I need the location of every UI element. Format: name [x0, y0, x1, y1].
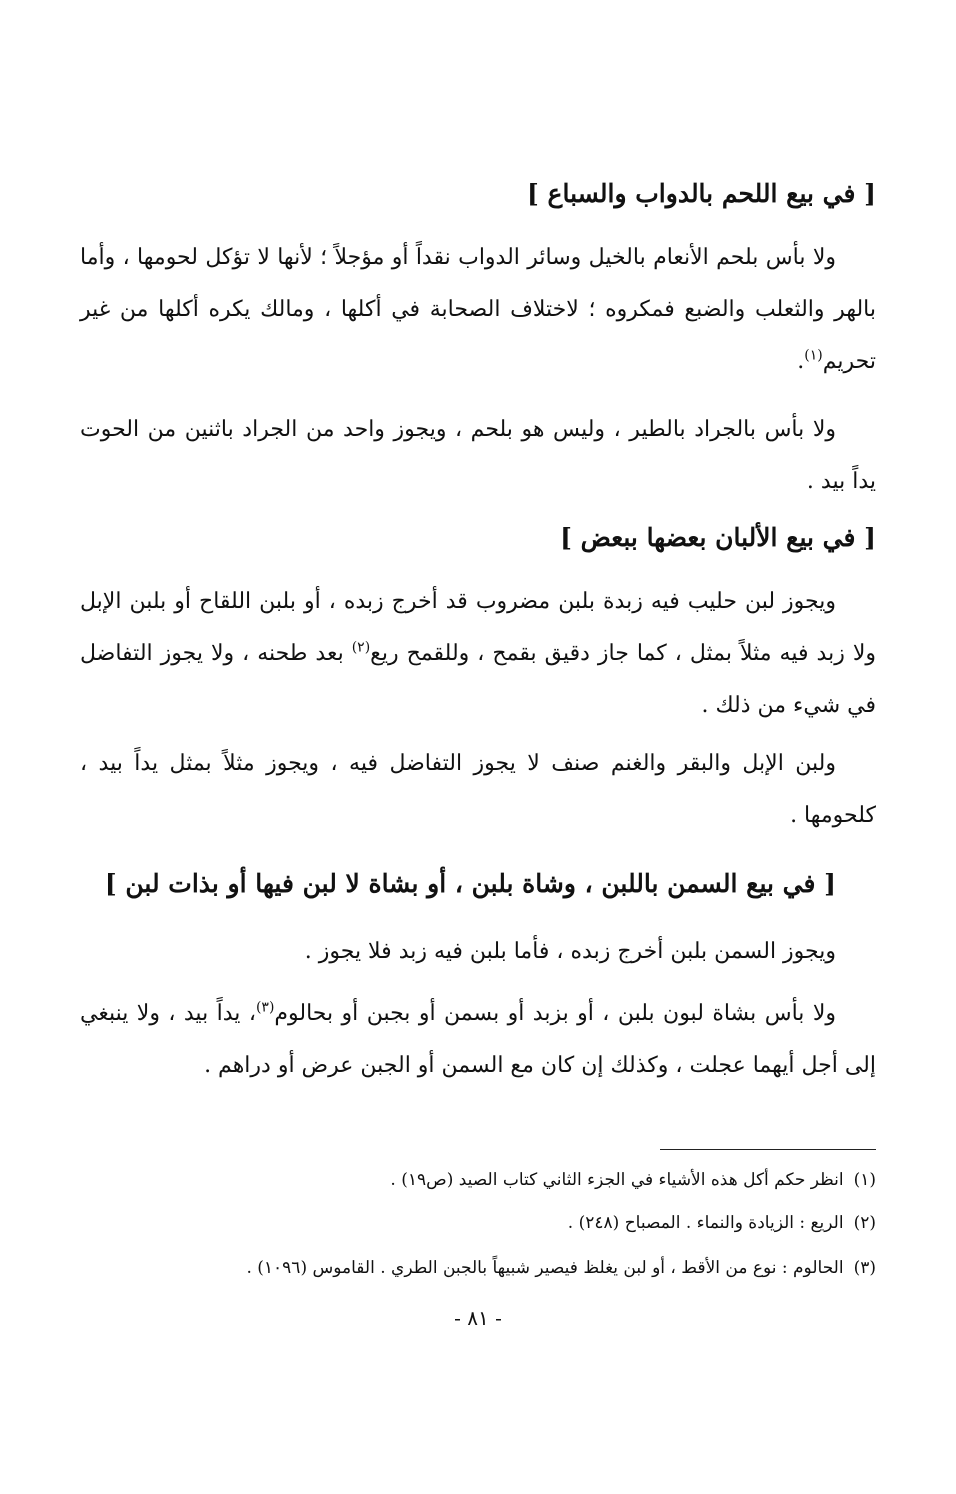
footnote-1: (١)انظر حكم أكل هذه الأشياء في الجزء الثاني كتاب الصيد (ص١٩) .	[390, 1170, 876, 1190]
footnote-mark-3[interactable]: (٣)	[255, 999, 275, 1016]
paragraph-ghee: ويجوز السمن بلبن أخرج زبده ، فأما بلبن فيه زبد فلا يجوز .	[304, 939, 836, 964]
page-number: - ٨١ -	[454, 1306, 502, 1330]
paragraph-meat-animals: ولا بأس بلحم الأنعام بالخيل وسائر الدواب نقداً أو مؤجلاً ؛ لأنها لا تؤكل لحومها ، وأما بالهر والثعلب والضبع فمكروه ؛ لاختلاف الصحابة في أكلها ، ومالك يكره أكلها من غير تحريم$^{(١)}$.	[80, 245, 876, 374]
footnote-mark-1[interactable]: (١)	[804, 347, 823, 364]
footnote-divider	[660, 1149, 876, 1150]
section-heading-ghee: [ في بيع السمن باللبن ، وشاة بلبن ، أو بشاة لا لبن فيها أو بذات لبن ]	[104, 869, 836, 898]
footnote-2: (٢)الريع : الزيادة والنماء . المصباح (٢٤٨) .	[567, 1213, 876, 1233]
footnote-mark-2[interactable]: (٢)	[351, 639, 371, 656]
section-heading-meat-animals: [ في بيع اللحم بالدواب والسباع ]	[527, 179, 876, 208]
paragraph-milk-kinds: ولبن الإبل والبقر والغنم صنف لا يجوز التفاضل فيه ، ويجوز مثلاً بمثل يداً بيد ، كلحومها .	[80, 751, 876, 828]
footnote-3: (٣)الحالوم : نوع من الأقط ، أو لبن يغلظ فيصير شبيهاً بالجبن الطري . القاموس (١٠٩٦) .	[246, 1258, 876, 1278]
paragraph-milk: ويجوز لبن حليب فيه زبدة بلبن مضروب قد أخرج زبده ، أو بلبن اللقاح أو بلبن الإبل ولا زبد فيه مثلاً بمثل ، كما جاز دقيق بقمح ، وللقمح ريع$^{(٢)}$ بعد طحنه ، ولا يجوز التفاضل في شيء من ذلك .	[80, 589, 876, 718]
paragraph-locust: ولا بأس بالجراد بالطير ، وليس هو بلحم ، ويجوز واحد من الجراد باثنين من الحوت يداً بيد .	[80, 417, 876, 494]
section-heading-milk: [ في بيع الألبان بعضها ببعض ]	[560, 523, 876, 552]
paragraph-sheep: ولا بأس بشاة لبون بلبن ، أو بزبد أو بسمن أو بجبن أو بحالوم$^{(٣)}$، يداً بيد ، ولا ينبغي إلى أجل أيهما عجلت ، وكذلك إن كان مع السمن أو الجبن عرض أو دراهم .	[80, 999, 876, 1078]
